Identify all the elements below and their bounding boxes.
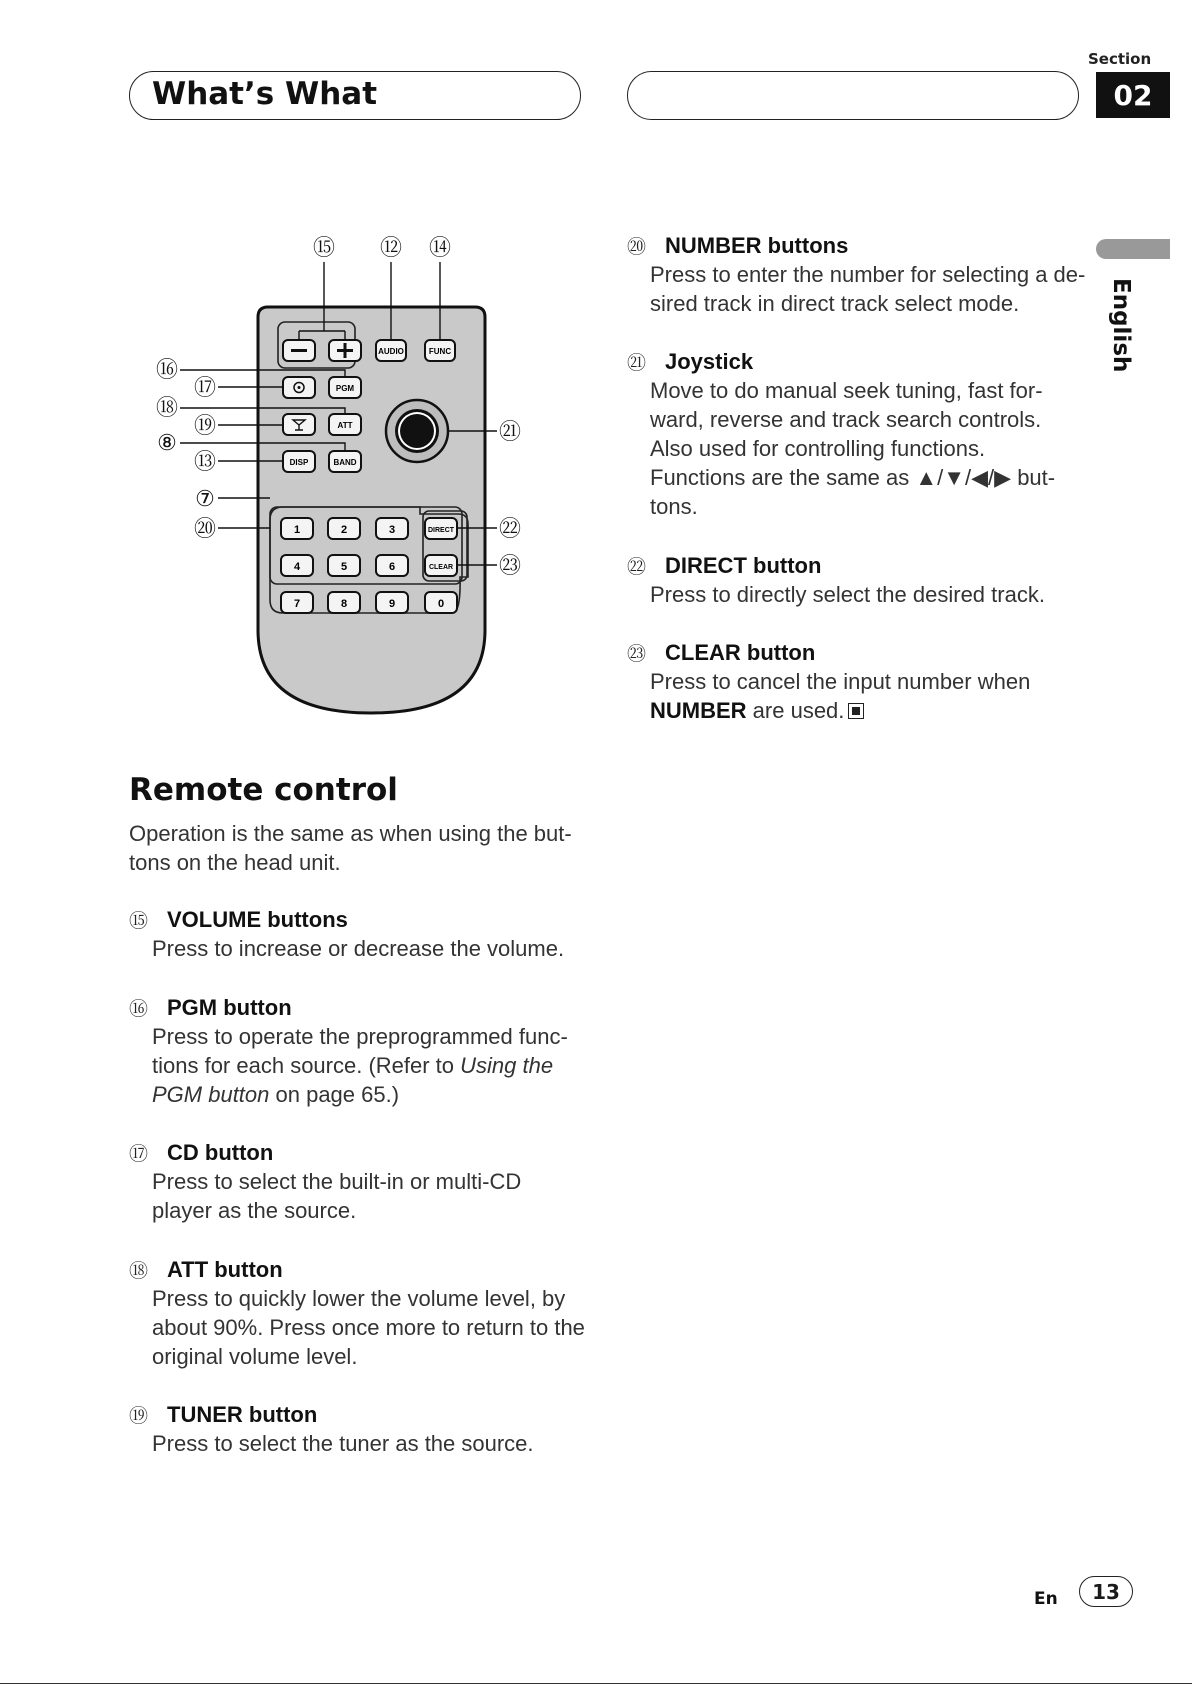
digit-button-2[interactable] [328,518,360,539]
footer-language: En [1034,1589,1058,1609]
page-number: 13 [1079,1576,1133,1607]
item-number: ㉑ [627,352,647,374]
section-label: Section [1088,50,1152,68]
svg-text:2: 2 [340,524,348,536]
item-title: TUNER button [167,1401,318,1427]
direct-button[interactable] [425,518,457,539]
digit-button-1[interactable] [281,518,313,539]
item-title: CLEAR button [665,639,816,665]
item-number: ㉒ [627,556,647,578]
item-title: CD button [167,1139,274,1165]
item-title: VOLUME buttons [167,906,348,932]
callout-17: ⑰ [193,375,217,400]
item-direct: ㉒ DIRECT button Press to directly select the desired track. [627,552,1045,607]
digit-button-6[interactable] [376,555,408,576]
svg-text:7: 7 [293,598,301,610]
callout-21: ㉑ [498,419,522,444]
att-label: ATT [337,421,353,430]
callout-22: ㉒ [498,516,522,541]
disp-button[interactable] [283,451,315,472]
func-label: FUNC [428,347,452,356]
band-label: BAND [333,458,357,467]
item-number: ⑰ [129,1143,149,1165]
item-number: ⑱ [129,1260,149,1282]
item-cd: ⑰ CD button Press to select the built-in or multi-CD player as the source. [129,1139,522,1223]
item-volume: ⑮ VOLUME buttons Press to increase or decrease the volume. [129,906,565,961]
callout-19: ⑲ [193,413,217,438]
joystick[interactable] [386,400,448,462]
disp-label: DISP [289,458,309,467]
tuner-button[interactable] [283,414,315,435]
header-blank-box [627,71,1079,120]
digit-button-0[interactable] [425,592,457,613]
remote-control-figure [140,225,580,730]
callout-15: ⑮ [312,235,336,260]
section-heading: Remote control [129,772,398,808]
callout-23: ㉓ [498,553,522,578]
item-pgm: ⑯ PGM button Press to operate the preprogrammed func- tions for each source. (Refer to Using the PGM button on page 65.) [129,994,568,1107]
language-label: English [1108,278,1134,373]
callout-8: ⑧ [157,430,177,455]
cd-button[interactable] [283,377,315,398]
item-title: NUMBER buttons [665,232,849,258]
svg-text:1: 1 [293,524,301,536]
callout-16: ⑯ [155,357,179,382]
item-tuner: ⑲ TUNER button Press to select the tuner as the source. [129,1401,534,1456]
digit-button-3[interactable] [376,518,408,539]
intro-paragraph: Operation is the same as when using the but- tons on the head unit. [129,821,572,875]
callout-14: ⑭ [428,235,452,260]
svg-text:3: 3 [388,524,396,536]
end-mark-icon [848,703,864,719]
digit-button-9[interactable] [376,592,408,613]
func-button[interactable] [425,340,455,361]
item-number: ⑲ [129,1405,149,1427]
section-number: 02 [1096,72,1170,118]
callout-13: ⑬ [193,449,217,474]
clear-button[interactable] [425,555,457,576]
language-tab [1096,239,1170,259]
svg-text:4: 4 [293,561,301,573]
item-number: ㉓ [627,643,647,665]
item-title: Joystick [665,348,754,374]
bottom-rule [0,1683,1192,1684]
digit-button-8[interactable] [328,592,360,613]
callout-18: ⑱ [155,395,179,420]
svg-text:8: 8 [340,598,348,610]
att-button[interactable] [329,414,361,435]
clear-label: CLEAR [428,564,454,571]
callout-12: ⑫ [379,235,403,260]
item-number: ⑳ [627,236,647,258]
item-title: PGM button [167,994,292,1020]
audio-label: AUDIO [378,347,404,356]
item-title: ATT button [167,1256,283,1282]
item-clear: ㉓ CLEAR button Press to cancel the input number when NUMBER are used. [627,639,1031,723]
pgm-label: PGM [335,384,355,393]
digit-button-7[interactable] [281,592,313,613]
callout-20: ⑳ [193,516,217,541]
svg-text:9: 9 [388,598,396,610]
pgm-button[interactable] [329,377,361,398]
item-number: ⑯ [129,998,149,1020]
chapter-title: What’s What [152,76,378,112]
item-number-buttons: ⑳ NUMBER buttons Press to enter the number for selecting a de- sired track in direct track select mode. [627,232,1086,316]
digit-button-5[interactable] [328,555,360,576]
band-button[interactable] [329,451,361,472]
minus-button[interactable] [283,340,315,361]
item-number: ⑮ [129,910,149,932]
callout-7: ⑦ [195,486,215,511]
svg-text:0: 0 [437,598,445,610]
svg-text:6: 6 [388,561,396,573]
direct-label: DIRECT [427,527,455,534]
svg-text:5: 5 [340,561,348,573]
audio-button[interactable] [376,340,406,361]
item-joystick: ㉑ Joystick Move to do manual seek tuning, fast for- ward, reverse and track search controls. Also used for controlling functions. Functions are the same as ▲/▼/◀/▶ but- tons. [627,348,1056,519]
item-att: ⑱ ATT button Press to quickly lower the volume level, by about 90%. Press once more to return to the original volume level. [129,1256,585,1369]
item-title: DIRECT button [665,552,822,578]
digit-button-4[interactable] [281,555,313,576]
plus-button[interactable] [329,340,361,361]
